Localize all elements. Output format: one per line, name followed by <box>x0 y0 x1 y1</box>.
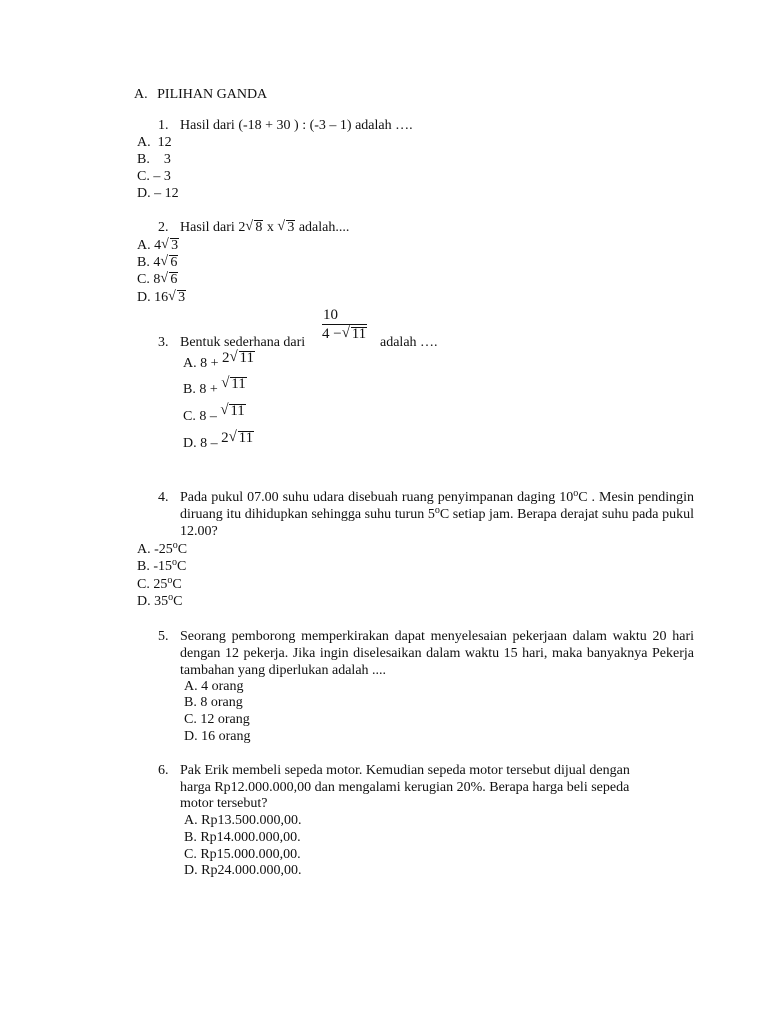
q1-option-c: C. – 3 <box>137 169 171 184</box>
question-3-suffix: adalah …. <box>380 335 438 350</box>
fraction-denominator: 4 −√ 11 <box>322 324 367 342</box>
question-5-text: Seorang pemborong memperkirakan dapat menyelesaian pekerjaan dalam waktu 20 hari dengan 12 pekerja. Jika ingin diselesaikan dalam waktu 15 hari, maka banyaknya Pekerja tambahan yang diperlukan adalah .... <box>180 629 694 678</box>
q1-option-a: A. 12 <box>137 135 172 150</box>
q5-option-b: B. 8 orang <box>184 695 243 710</box>
question-number: 6. <box>158 763 169 778</box>
q3-option-a: A. 8 + 2√ 11 <box>183 355 255 372</box>
q6-option-a: A. Rp13.500.000,00. <box>184 813 302 828</box>
q1-option-d: D. – 12 <box>137 186 179 201</box>
q3-option-d: D. 8 – 2√ 11 <box>183 435 254 452</box>
q5-option-c: C. 12 orang <box>184 712 250 727</box>
fraction <box>322 306 367 342</box>
q4-option-d: D. 35$^o$C <box>137 592 183 609</box>
question-2-stem: 2. Hasil dari 2√ 8 x √ 3 adalah.... <box>158 220 349 236</box>
q4-option-b: B. -15$^o$C <box>137 557 187 574</box>
question-6-line-3: motor tersebut? <box>180 796 268 811</box>
question-4-text: Pada pukul 07.00 suhu udara disebuah ruang penyimpanan daging 10$^o$C . Mesin pendingin diruang itu dihidupkan sehingga suhu turun 5$^o$C setiap jam. Berapa derajat suhu pada pukul 12.00? <box>180 488 694 539</box>
q5-option-a: A. 4 orang <box>184 679 244 694</box>
section-title: PILIHAN GANDA <box>157 87 268 102</box>
q2-option-b: B. 4√ 6 <box>137 255 178 271</box>
question-6-line-2: harga Rp12.000.000,00 dan mengalami kerugian 20%. Berapa harga beli sepeda <box>180 780 630 795</box>
q4-option-a: A. -25$^o$C <box>137 540 188 557</box>
q2-option-c: C. 8√ 6 <box>137 272 178 288</box>
question-6-line-1: Pak Erik membeli sepeda motor. Kemudian sepeda motor tersebut dijual dengan <box>180 763 630 778</box>
fraction-numerator: 10 <box>323 307 338 323</box>
q6-option-c: C. Rp15.000.000,00. <box>184 847 301 862</box>
q2-option-d: D. 16√ 3 <box>137 290 186 306</box>
question-3-stem: 3. Bentuk sederhana dari <box>158 335 306 350</box>
question-number: 4. <box>158 490 169 505</box>
section-heading <box>134 87 267 103</box>
question-number: 1. <box>158 118 169 133</box>
q1-option-b: B. 3 <box>137 152 171 167</box>
q3-option-b: B. 8 + √ 11 <box>183 381 247 398</box>
section-marker: A. <box>134 87 148 102</box>
q3-option-c: C. 8 – √ 11 <box>183 408 246 425</box>
question-number: 2. <box>158 220 169 235</box>
question-number: 5. <box>158 629 169 644</box>
q6-option-b: B. Rp14.000.000,00. <box>184 830 301 845</box>
q2-option-a: A. 4√ 3 <box>137 238 179 254</box>
sqrt-expression: √ 8 <box>245 220 263 236</box>
q4-option-c: C. 25$^o$C <box>137 575 182 592</box>
q5-option-d: D. 16 orang <box>184 729 251 744</box>
question-number: 3. <box>158 335 169 350</box>
q6-option-d: D. Rp24.000.000,00. <box>184 863 302 878</box>
sqrt-expression: √ 3 <box>277 220 295 236</box>
question-1-stem <box>158 118 413 134</box>
question-text: Hasil dari (-18 + 30 ) : (-3 – 1) adalah …. <box>180 118 413 133</box>
